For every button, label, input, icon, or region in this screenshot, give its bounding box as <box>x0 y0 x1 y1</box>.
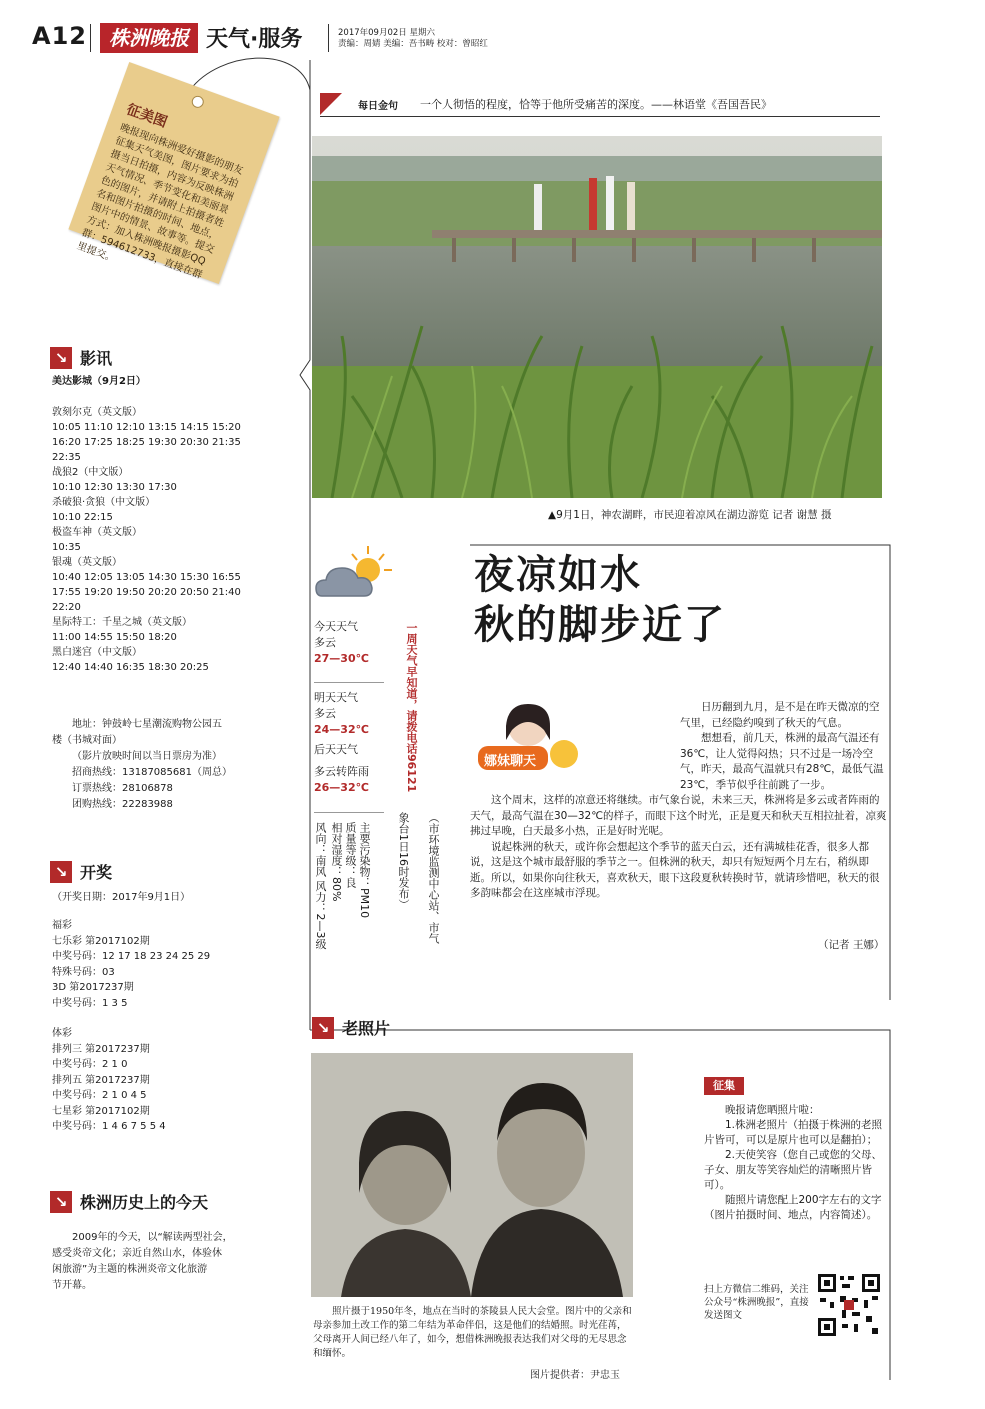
headline <box>474 550 726 650</box>
weather-source-2: 象台1日16时发布） <box>397 812 410 910</box>
movie-line: 10:10 22:15 <box>52 512 113 523</box>
old-photo-heading: ↘ 老照片 <box>312 1016 390 1039</box>
quote-text: 一个人彻悟的程度，恰等于他所受痛苦的深度。——林语堂《吾国吾民》 <box>420 98 772 111</box>
lottery-line: 排列三 第2017237期 <box>52 1043 150 1055</box>
staff-line: 责编：周婧 美编：吾书畴 校对：曾昭红 <box>338 39 488 49</box>
wind: 风向：南风 风力：2—3级 <box>314 822 327 950</box>
lottery-line: 中奖号码：1 3 5 <box>52 997 128 1009</box>
movie-line: 星际特工：千星之城（英文版） <box>52 617 192 628</box>
cloudy-sun-icon <box>312 544 396 606</box>
weather-source-1: （市环境监测中心站、市气 <box>427 812 440 944</box>
lottery-date: （开奖日期：2017年9月1日） <box>52 892 191 903</box>
address-line: 订票热线：28106878 <box>72 783 173 794</box>
pollutant: 主要污染物：PM10 <box>358 822 371 919</box>
air-quality: 质量等级：良 <box>344 822 357 888</box>
lottery-results <box>52 918 210 1135</box>
weather-after-tomorrow <box>314 742 369 796</box>
movie-line: 16:20 17:25 18:25 19:30 20:30 21:35 <box>52 437 241 448</box>
lottery-line: 体彩 <box>52 1028 72 1039</box>
article-paragraph: 想想看，前几天，株洲的最高气温还有36℃，让人觉得闷热；只不过是一场冷空气，昨天，最高气温就只有28℃，最低气温23℃，季节似乎往前跳了一步。 <box>680 732 884 791</box>
history-line: 闲旅游”为主题的株洲炎帝文化旅游 <box>52 1264 208 1275</box>
lakeside-photo <box>312 136 882 498</box>
lottery-line: 3D 第2017237期 <box>52 982 134 993</box>
movie-line: 22:35 <box>52 452 81 463</box>
lottery-heading: ↘ 开奖 <box>50 860 112 883</box>
lottery-line <box>52 1011 210 1026</box>
movie-line: 战狼2（中文版） <box>52 467 129 478</box>
solicit-line: 2.天使笑容（您自己或您的父母、子女、朋友等笑容灿烂的清晰照片皆可）。 <box>704 1149 883 1191</box>
movie-line: 10:10 12:30 13:30 17:30 <box>52 482 177 493</box>
address-line: 楼（书城对面） <box>52 735 122 746</box>
tomorrow-label: 明天天气 <box>314 691 358 704</box>
today-temp: 27—30℃ <box>314 652 369 665</box>
today-label: 今天天气 <box>314 620 358 633</box>
history-line: 节开幕。 <box>52 1280 92 1291</box>
article-paragraph: 日历翻到九月，是不是在昨天微凉的空气里，已经隐约嗅到了秋天的气息。 <box>680 701 880 729</box>
arrow-icon: ↘ <box>50 1191 72 1213</box>
page-number: A12 <box>32 22 87 50</box>
article-body <box>470 700 888 902</box>
tomorrow-desc: 多云 <box>314 707 336 720</box>
article-author: （记者 王娜） <box>818 939 885 951</box>
movie-line: 10:40 12:05 13:05 14:30 15:30 16:55 <box>52 572 241 583</box>
after-desc: 多云转阵雨 <box>314 765 369 778</box>
movie-line: 22:20 <box>52 602 81 613</box>
movie-line: 10:35 <box>52 542 81 553</box>
history-heading: ↘ 株洲历史上的今天 <box>50 1190 208 1213</box>
qr-code-icon[interactable] <box>816 1272 882 1338</box>
old-photo-caption: 照片摄于1950年冬，地点在当时的茶陵县人民大会堂。图片中的父亲和母亲参加土改工作的第二年结为革命伴侣，这是他们的结婚照。时光荏苒，父母离开人间已经八年了，如今，想借株洲晚报表达我们对父母的无尽思念和缅怀。 <box>313 1306 632 1359</box>
arrow-icon: ↘ <box>50 861 72 883</box>
movie-line: 11:00 14:55 15:50 18:20 <box>52 632 177 643</box>
cinema-address <box>52 717 232 813</box>
section-title: 天气·服务 <box>206 27 303 52</box>
movie-line: 极盗车神（英文版） <box>52 527 142 538</box>
lottery-line: 七乐彩 第2017102期 <box>52 935 150 947</box>
headline-line-2: 秋的脚步近了 <box>474 602 726 648</box>
address-line: 地址：钟鼓岭七星潮流购物公园五 <box>72 719 222 730</box>
tag-title: 征美图 <box>124 101 170 131</box>
photo-caption: ▲9月1日，神农湖畔，市民迎着凉风在湖边游览 记者 谢慧 摄 <box>548 509 832 521</box>
movie-line: 银魂（英文版） <box>52 557 122 568</box>
address-line: （影片放映时间以当日票房为准） <box>72 751 222 762</box>
after-label: 后天天气 <box>314 743 358 756</box>
lottery-line: 排列五 第2017237期 <box>52 1074 150 1086</box>
lottery-line: 中奖号码：2 1 0 <box>52 1059 128 1070</box>
article-paragraph: 这个周末，这样的凉意还将继续。市气象台说，未来三天，株洲将是多云或者阵雨的天气，最高气温在30—32℃的样子，而眼下这个时光，正是夏天和秋天互相拉扯着，凉爽拂过早晚，白天最多小热，正是好时光呢。 <box>470 794 887 837</box>
daily-quote-bar <box>320 93 880 115</box>
arrow-icon: ↘ <box>312 1017 334 1039</box>
lottery-line: 中奖号码：2 1 0 4 5 <box>52 1090 147 1101</box>
solicit-line: 1.株洲老照片（拍摄于株洲的老照片皆可，可以是原片也可以是翻拍）； <box>704 1119 883 1146</box>
lottery-line: 中奖号码：1 4 6 7 5 5 4 <box>52 1121 166 1132</box>
tag-body: 晚报现向株洲爱好摄影的朋友征集天气美图，图片要求为拍摄当日拍摄，内容为反映株洲天气情况、季节变化和美丽景色的图片，并请附上拍摄者姓名和图片拍摄的时间、地点，图片中的情景、故事等。提交方式：加入株洲晚报摄影QQ群：594612733，直接在群里提交。 <box>75 122 245 282</box>
divider <box>314 682 384 683</box>
movie-line: 敦刻尔克（英文版） <box>52 407 142 418</box>
lottery-line: 七星彩 第2017102期 <box>52 1105 150 1117</box>
date-line: 2017年09月02日 星期六 <box>338 28 435 38</box>
arrow-icon: ↘ <box>50 347 72 369</box>
qr-instructions: 扫上方微信二维码，关注公众号“株洲晚报”，直接发送图文 <box>704 1284 809 1321</box>
movie-line: 17:55 19:20 19:50 20:20 20:50 21:40 <box>52 587 241 598</box>
humidity: 相对湿度：80% <box>330 822 343 902</box>
tag-hole <box>190 94 205 109</box>
cinema-name: 美达影城（9月2日） <box>52 376 146 387</box>
today-desc: 多云 <box>314 636 336 649</box>
after-temp: 26—32℃ <box>314 781 369 794</box>
quote-triangle-icon <box>320 93 342 115</box>
weather-today <box>314 619 369 667</box>
lottery-line: 特殊号码：03 <box>52 966 115 978</box>
solicit-line: 随照片请您配上200字左右的文字（图片拍摄时间、地点，内容简述）。 <box>704 1194 882 1221</box>
solicit-label: 征集 <box>704 1077 744 1095</box>
solicit-line: 晚报请您晒照片啦： <box>725 1104 820 1116</box>
old-wedding-photo <box>311 1053 633 1297</box>
tomorrow-temp: 24—32℃ <box>314 723 369 736</box>
movie-line: 10:05 11:10 12:10 13:15 14:15 15:20 <box>52 422 241 433</box>
headline-line-1: 夜凉如水 <box>474 552 642 598</box>
weather-hotline: 一周天气早知道，请拨电话96121 <box>405 622 418 793</box>
history-line: 2009年的今天，以“解读两型社会， <box>72 1232 233 1243</box>
movie-schedule <box>52 405 241 675</box>
movies-heading: ↘ 影讯 <box>50 346 112 369</box>
divider <box>314 812 384 813</box>
history-line: 感受炎帝文化；亲近自然山水，体验休 <box>52 1248 222 1259</box>
history-text <box>52 1230 233 1294</box>
movie-line: 黑白迷宫（中文版） <box>52 647 142 658</box>
address-line: 招商热线：13187085681（周总） <box>72 767 232 778</box>
article-paragraph: 说起株洲的秋天，或许你会想起这个季节的蓝天白云，还有满城桂花香，很多人都说，这是这个城市最舒服的季节之一。但株洲的秋天，却只有短短两个月左右，稍纵即逝。所以，如果你向往秋天，喜欢秋天，眼下这段夏秋转换时节，就请珍惜吧，秋天的很多韵味都会在这座城市浮现。 <box>470 840 880 899</box>
movie-line: 杀破狼·贪狼（中文版） <box>52 497 156 508</box>
weather-tomorrow <box>314 690 369 738</box>
columnist-badge-text: 娜妹聊天 <box>484 754 537 769</box>
quote-label: 每日金句 <box>358 101 398 112</box>
movie-line: 12:40 14:40 16:35 18:30 20:25 <box>52 662 209 673</box>
lottery-line: 福彩 <box>52 920 72 931</box>
solicit-text <box>704 1103 886 1223</box>
address-line: 团购热线：22283988 <box>72 799 173 810</box>
newspaper-logo: 株洲晚报 <box>100 23 198 53</box>
old-photo-provider: 图片提供者：尹忠玉 <box>530 1370 620 1381</box>
divider <box>320 116 880 117</box>
lottery-line: 中奖号码：12 17 18 23 24 25 29 <box>52 951 211 962</box>
